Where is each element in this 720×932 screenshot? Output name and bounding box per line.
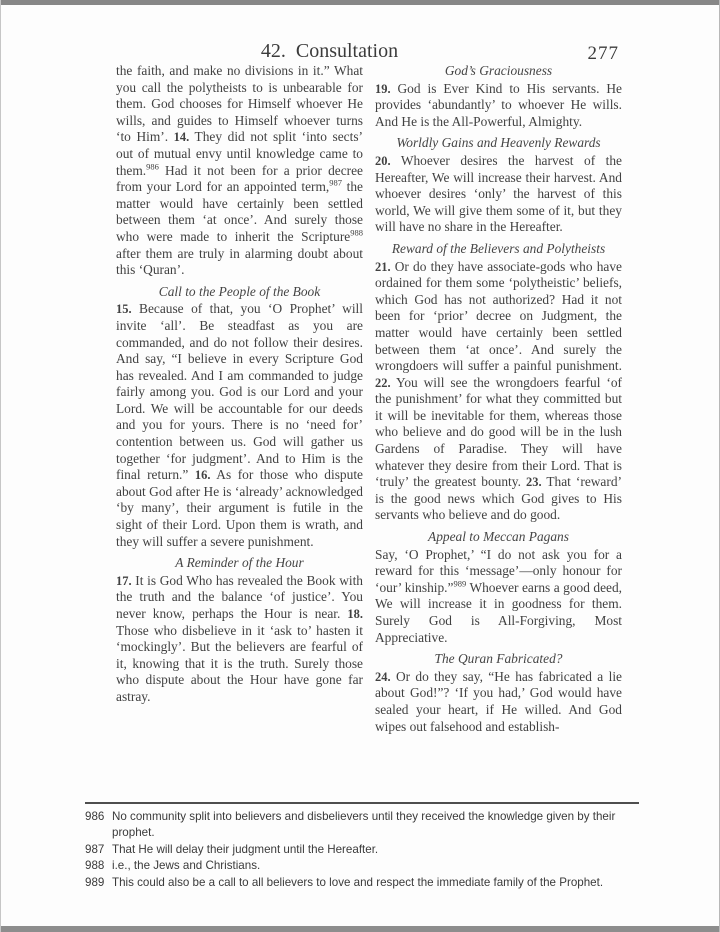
verse-text: That ‘reward’ is the good news which God gives to His servants who believe and do good.: [375, 474, 622, 523]
section-heading: God’s Graciousness: [444, 63, 553, 78]
footnotes-section: [85, 802, 639, 891]
section-heading: Appeal to Meccan Pagans: [428, 529, 569, 545]
body-paragraph: [375, 547, 622, 647]
verse-number: 23.: [525, 475, 542, 490]
verse-number: 20.: [375, 153, 391, 168]
text-column-right: [375, 63, 622, 803]
footnote-ref: 987: [329, 177, 343, 188]
verse-text: after them are truly in alarming doubt about this ‘Quran’.: [116, 245, 363, 278]
verse-text: You will see the wrongdoers fearful ‘of the punishment’ for what they committed but it will be inevitable for them, whereas those who believe and do good will be in the lush Gardens of Paradise. They will have whatever they desire from their Lord. That is ‘truly’ the greatest bounty.: [375, 374, 622, 490]
verse-text: Whoever desires the harvest of the Hereafter, We will increase their harvest. And whoever desires ‘only’ the harvest of this world, We will give them some of it, but they will have no share in the Hereafter.: [375, 152, 622, 235]
verse-text: Say, ‘O Prophet,’ “I do not ask you for a reward for this ‘message’—only honour for ‘our’ kinship.”: [375, 546, 622, 595]
verse-text: God is Ever Kind to His servants. He provides ‘abundantly’ to whoever He wills. And He is the All-Powerful, Almighty.: [375, 80, 622, 129]
verse-number: 21.: [375, 259, 391, 274]
footnote-text: i.e., the Jews and Christians.: [112, 859, 261, 873]
body-paragraph: [375, 259, 622, 525]
verse-text: Had it not been for a prior decree from your Lord for an appointed term,: [116, 162, 363, 195]
footnote-number: 987: [85, 842, 105, 856]
verse-number: 17.: [116, 573, 132, 588]
section-heading: Reward of the Believers and Polytheists: [391, 240, 606, 256]
verse-number: 19.: [375, 81, 391, 96]
section-heading: Call to the People of the Book: [158, 283, 321, 299]
footnote-number: 988: [85, 859, 105, 873]
verse-number: 15.: [116, 302, 132, 317]
verse-text: Or do they say, “He has fabricated a lie about God!”? ‘If you had,’ God would have sealed your heart, if He willed. And God wipes out falsehood and establish-: [375, 668, 622, 734]
footnote-item: [85, 809, 639, 842]
verse-text: They did not split ‘into sects’ out of mutual envy until knowledge came to them.: [116, 129, 363, 178]
footnote-text: No community split into believers and disbelievers until they received the knowledge given by their prophet.: [112, 810, 616, 840]
verse-text: Because of that, you ‘O Prophet’ will invite ‘all’. Be steadfast as you are commanded, and do not follow their desires. And say, “I believe in every Scripture God has revealed. And I am commanded to judge fairly among you. God is our Lord and your Lord. We will be accountable for our deeds and you for yours. There is no ‘need for’ contention between us. God will gather us together ‘for judgment’. And to Him is the final return.”: [116, 301, 363, 483]
verse-text: Or do they have associate-gods who have ordained for them some ‘polytheistic’ beliefs, which God has not authorized? Had it not been for ‘prior’ decree on Judgment, the matter would have certainly been settled between them ‘at once’. And surely the wrongdoers will suffer a painful punishment.: [375, 258, 622, 374]
footnote-number: 989: [85, 875, 105, 889]
body-paragraph: [116, 301, 363, 550]
verse-number: 22.: [375, 375, 391, 390]
verse-text: Those who disbelieve in it ‘ask to’ hasten it ‘mockingly’. But the believers are fearful of it, knowing that it is the truth. Surely those who dispute about the Hour have gone far astray.: [116, 622, 363, 704]
body-paragraph: [116, 63, 363, 279]
footnote-ref: 989: [453, 578, 467, 589]
body-paragraph: [375, 669, 622, 735]
verse-text: the faith, and make no divisions in it.” What you call the polytheists to is unbearable for them. God chooses for Himself whoever He wills, and guides to Himself whoever turns ‘to Him’.: [116, 63, 363, 145]
footnote-item: [85, 842, 639, 858]
verse-text: It is God Who has revealed the Book with the truth and the balance ‘of justice’. You never know, perhaps the Hour is near.: [116, 572, 363, 621]
footnote-item: [85, 875, 639, 891]
section-heading: Worldly Gains and Heavenly Rewards: [396, 135, 601, 151]
verse-number: 18.: [347, 607, 363, 621]
chapter-title: 42. Consultation: [260, 40, 399, 62]
text-column-left: [116, 63, 363, 803]
body-paragraph: [375, 153, 622, 236]
verse-number: 24.: [375, 669, 391, 684]
verse-number: 16.: [194, 468, 211, 483]
verse-text: the matter would have certainly been settled between them ‘at once’. And surely those who were made to inherit the Scripture: [116, 179, 363, 244]
section-heading: A Reminder of the Hour: [175, 555, 304, 571]
footnote-item: [85, 858, 639, 874]
page-edge-top: [1, 0, 719, 5]
page-number: 277: [587, 43, 619, 64]
verse-text: Whoever earns a good deed, We will increase it in goodness for them. Surely God is All-Forgiving, Most Appreciative.: [375, 579, 622, 645]
footnote-ref: 986: [146, 161, 159, 172]
section-heading: The Quran Fabricated?: [434, 651, 563, 667]
verse-text: As for those who dispute about God after He is ‘already’ acknowledged ‘by many’, their argument is futile in the sight of their Lord. Upon them is wrath, and they will suffer a severe punishment.: [116, 467, 363, 549]
body-paragraph: [375, 81, 622, 131]
body-paragraph: [116, 573, 363, 706]
page-edge-bottom: [1, 926, 719, 932]
footnote-number: 986: [85, 810, 105, 823]
footnote-text: That He will delay their judgment until the Hereafter.: [112, 842, 379, 856]
footnote-ref: 988: [350, 227, 363, 238]
verse-number: 14.: [173, 130, 190, 145]
footnote-text: This could also be a call to all believers to love and respect the immediate family of the Prophet.: [112, 875, 604, 889]
